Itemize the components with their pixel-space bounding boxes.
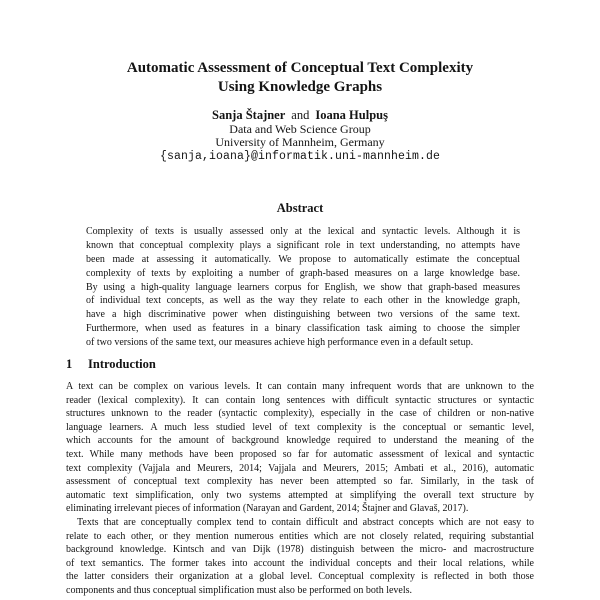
- paragraph: [66, 380, 534, 516]
- text-line: reader (lexical complexity). It can contain long sentences with difficult syntactic structures or syntactic: [66, 394, 534, 406]
- affiliation-group: Data and Web Science Group: [229, 122, 371, 136]
- introduction-body: [66, 380, 534, 598]
- section-heading: [66, 357, 534, 371]
- text-line: known that conceptual complexity plays a significant role in text understanding, no attempts have: [86, 239, 520, 251]
- abstract-heading: Abstract: [276, 201, 324, 215]
- affiliation-university: University of Mannheim, Germany: [215, 134, 385, 149]
- text-line: language learners. A much less studied level of text complexity is the conceptual or semantic level,: [66, 421, 534, 433]
- author-email: {sanja,ioana}@informatik.uni-mannheim.de: [159, 149, 441, 163]
- title-line-2: Using Knowledge Graphs: [217, 79, 383, 95]
- text-line: assessment of conceptual text complexity has never been attempted so far. Similarly, in the task of: [66, 476, 534, 488]
- text-line: text. While many methods have been proposed so far for automatic assessment of lexical and syntactic: [66, 448, 534, 460]
- text-line: Texts that are conceptually complex tend to contain difficult and abstract concepts which are not easy to: [77, 516, 534, 528]
- text-line: have a high discriminative power when distinguishing between two versions of the same text.: [86, 309, 520, 321]
- and-separator: and: [291, 108, 310, 122]
- text-line: A text can be complex on various levels. It can contain many infrequent words that are unknown to the: [66, 381, 534, 392]
- text-line: Furthermore, when used as features in a binary classification task aiming to choose the simpler: [86, 323, 520, 335]
- abstract-section: [0, 201, 600, 350]
- text-line: structures unknown to the reader (syntactic complexity), especially in the case of children or non-native: [66, 408, 534, 420]
- text-line: eliminating irrelevant pieces of information (Narayan and Gardent, 2014; Štajner and Glavaš, 2017).: [66, 503, 469, 515]
- text-line: By using a high-quality language learners corpus for English, we show that graph-based measures: [86, 281, 520, 293]
- text-line: of two versions of the same text, our measures achieve high performance even in a default setup.: [86, 337, 474, 349]
- introduction-section: [66, 357, 534, 598]
- text-line: background knowledge. Kintsch and van Dijk (1978) distinguish between the micro- and macrostructure: [66, 544, 534, 556]
- text-line: of text semantics. The former takes into account the individual concepts and their local relations, while: [66, 557, 534, 569]
- text-line: the latter considers their organization at a global level. Conceptual complexity is reflected in both those: [66, 571, 534, 583]
- text-line: been made at assessing it automatically. We propose to automatically estimate the conceptual: [86, 253, 520, 265]
- text-line: of individual text concepts, as well as the way they relate to each other in the knowledge graph,: [86, 295, 520, 307]
- author-name-1: Sanja Štajner: [212, 108, 286, 122]
- paragraph: [66, 516, 534, 598]
- abstract-body: [86, 225, 520, 350]
- title-line-1: Automatic Assessment of Conceptual Text Complexity: [126, 60, 474, 76]
- section-title: Introduction: [88, 357, 156, 371]
- text-line: Complexity of texts is usually assessed only at the lexical and syntactic levels. Although it is: [86, 226, 520, 237]
- text-line: which accounts for the amount of background knowledge required to understand the meaning of the: [66, 435, 534, 447]
- text-line: relate to each other, or they mention numerous entities which are not closely related, requiring substantial: [66, 530, 534, 542]
- author-name-2: Ioana Hulpuş: [315, 108, 388, 122]
- authors-line: [0, 108, 600, 123]
- text-line: automatic text simplification, only two systems attempted at simplifying the overall text structure by: [66, 489, 534, 501]
- text-line: complexity of texts by exploiting a number of graph-based measures on a large knowledge base.: [86, 267, 520, 279]
- author-block: [0, 108, 600, 163]
- paper-title: [0, 59, 600, 97]
- text-line: text complexity (Vajjala and Meurers, 2014; Vajjala and Meurers, 2015; Ambati et al., 2016), automatic: [66, 462, 534, 474]
- section-number: 1: [66, 357, 73, 371]
- text-line: components and thus conceptual simplification must also be performed on both levels.: [66, 584, 413, 596]
